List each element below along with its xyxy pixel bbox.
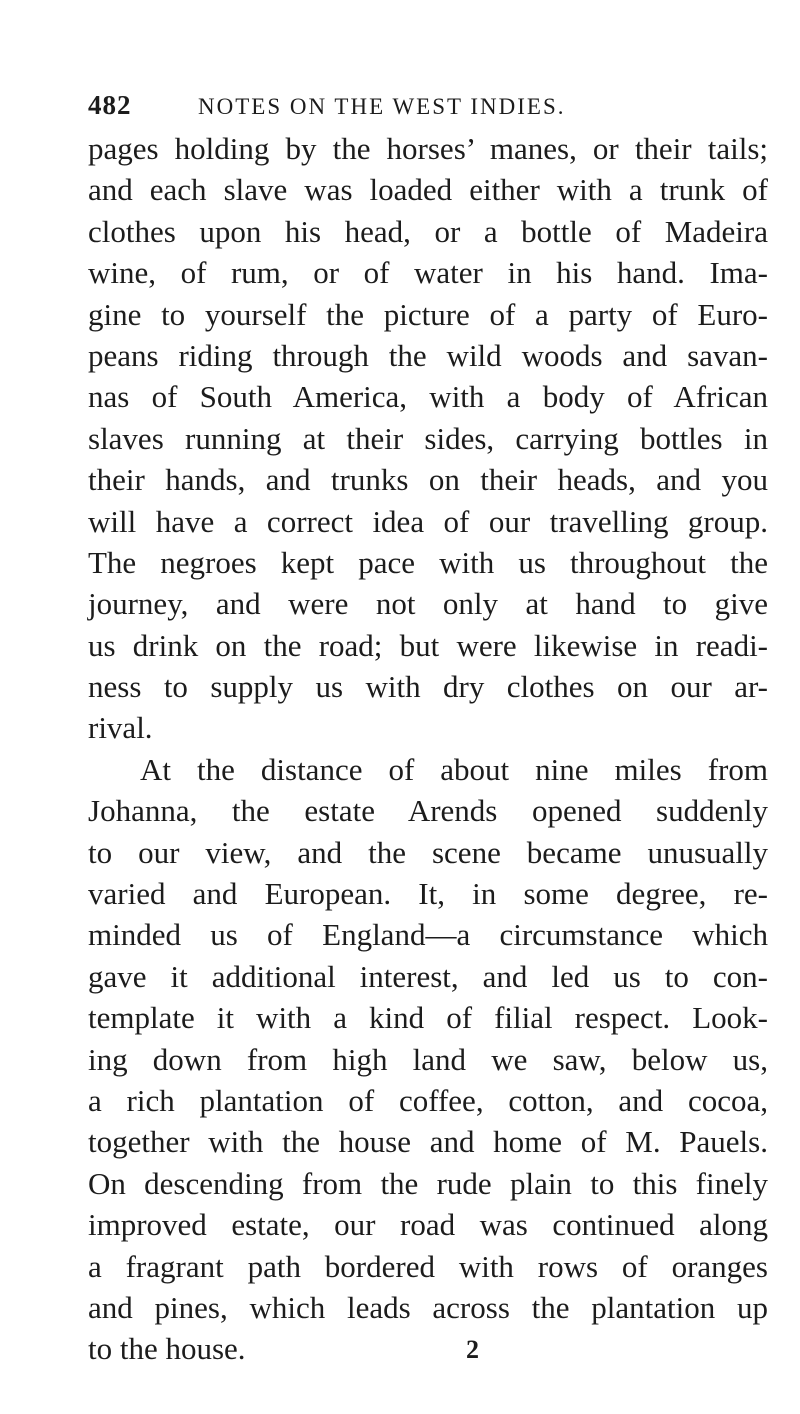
text-line: journey, and were not only at hand to give bbox=[88, 586, 768, 622]
text-line: their hands, and trunks on their heads, and you bbox=[88, 462, 768, 498]
text-line: On descending from the rude plain to this finely bbox=[88, 1165, 768, 1201]
text-line: improved estate, our road was continued along bbox=[88, 1207, 768, 1243]
text-line: The negroes kept pace with us throughout the bbox=[88, 544, 768, 580]
text-line: template it with a kind of filial respect. Look- bbox=[88, 1000, 768, 1036]
page-number: 482 bbox=[88, 90, 132, 120]
text-line: wine, of rum, or of water in his hand. Ima- bbox=[88, 255, 768, 291]
text-line: to the house. bbox=[88, 1331, 246, 1367]
text-line: ing down from high land we saw, below us, bbox=[88, 1041, 768, 1077]
text-line: and pines, which leads across the plantation up bbox=[88, 1289, 768, 1325]
body-text bbox=[88, 128, 768, 1370]
text-line: us drink on the road; but were likewise in readi- bbox=[88, 627, 768, 663]
text-line: clothes upon his head, or a bottle of Madeira bbox=[88, 213, 768, 249]
text-line: a fragrant path bordered with rows of oranges bbox=[88, 1248, 768, 1284]
signature-mark: 2 bbox=[466, 1335, 479, 1364]
text-line: to our view, and the scene became unusually bbox=[88, 834, 768, 870]
text-line: peans riding through the wild woods and savan- bbox=[88, 337, 768, 373]
text-line: and each slave was loaded either with a trunk of bbox=[88, 172, 768, 208]
running-head bbox=[88, 90, 768, 130]
text-line: ness to supply us with dry clothes on our ar- bbox=[88, 669, 768, 705]
text-line: Johanna, the estate Arends opened suddenly bbox=[88, 793, 768, 829]
text-line: gave it additional interest, and led us to con- bbox=[88, 958, 768, 994]
running-title: NOTES ON THE WEST INDIES. bbox=[198, 94, 566, 119]
text-line: slaves running at their sides, carrying bottles in bbox=[88, 420, 768, 456]
text-line: gine to yourself the picture of a party of Euro- bbox=[88, 296, 768, 332]
text-line: together with the house and home of M. Pauels. bbox=[88, 1124, 768, 1160]
text-line: pages holding by the horses’ manes, or their tails; bbox=[88, 131, 768, 166]
text-line: will have a correct idea of our travelling group. bbox=[88, 503, 768, 539]
text-line: At the distance of about nine miles from bbox=[140, 751, 768, 787]
text-line: a rich plantation of coffee, cotton, and cocoa, bbox=[88, 1082, 768, 1118]
text-line: minded us of England—a circumstance which bbox=[88, 917, 768, 953]
text-line: nas of South America, with a body of African bbox=[88, 379, 768, 415]
text-line: varied and European. It, in some degree, re- bbox=[88, 876, 768, 912]
text-line: rival. bbox=[88, 710, 153, 746]
